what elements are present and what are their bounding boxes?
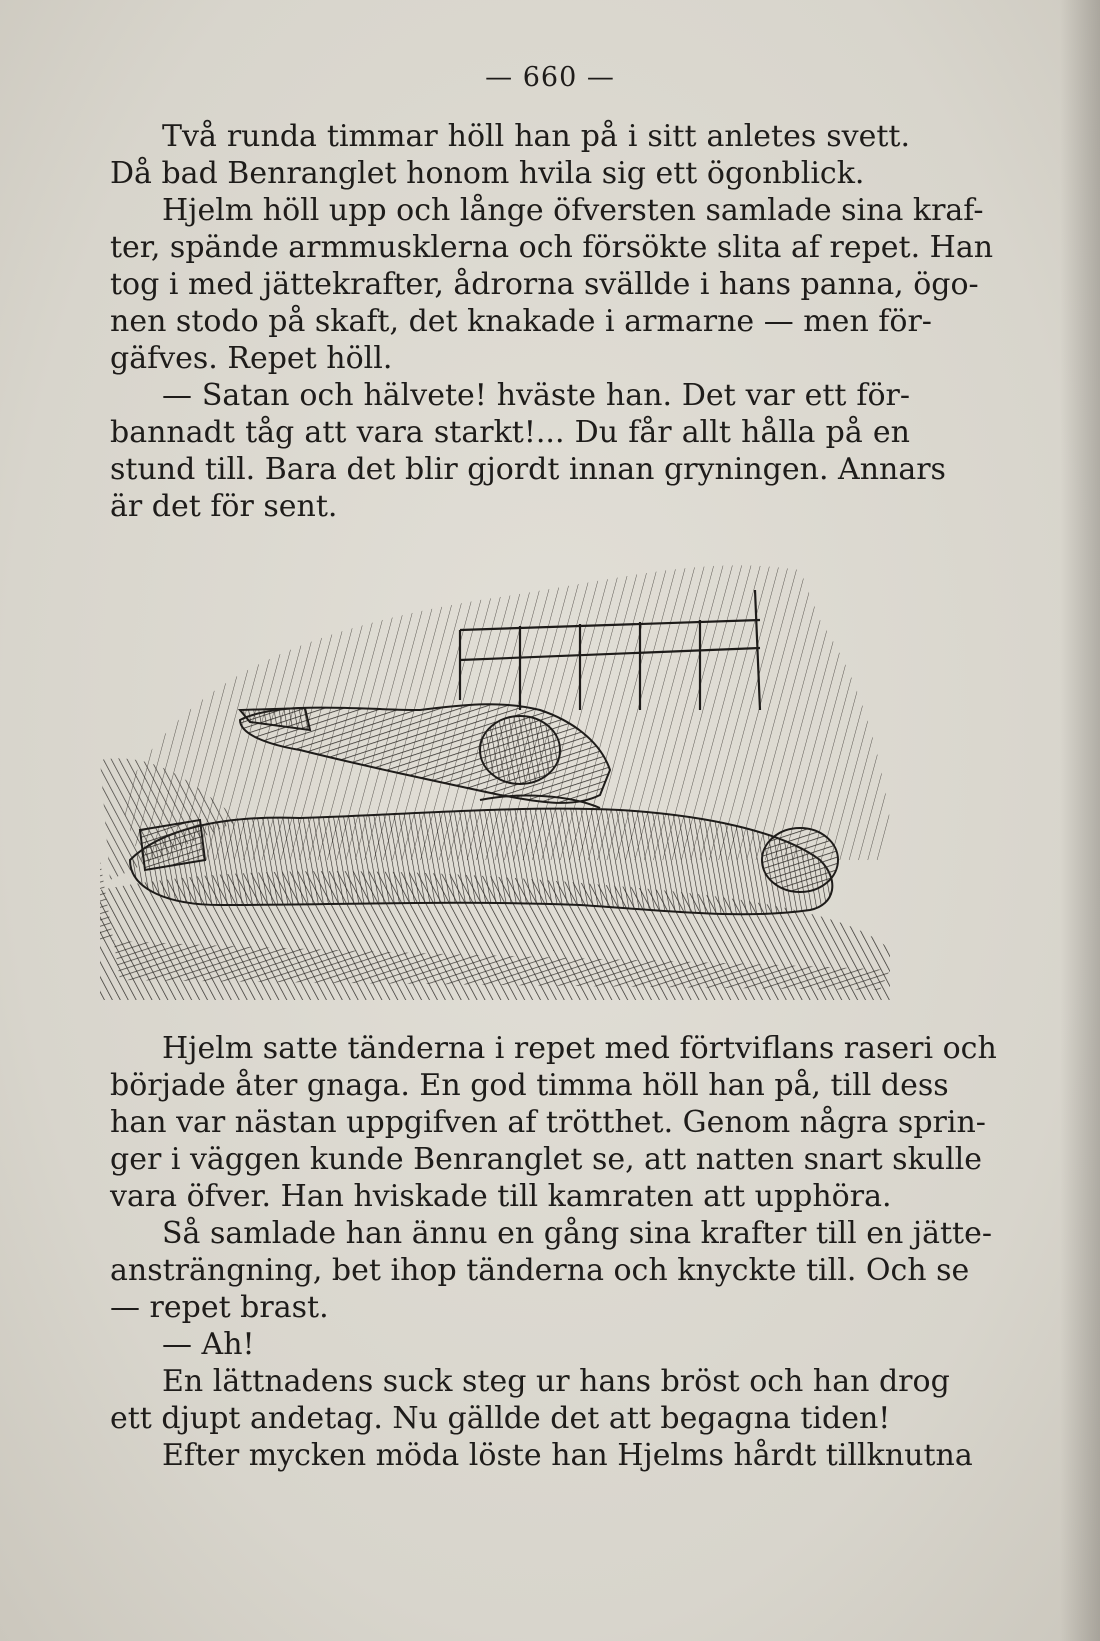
paragraph xyxy=(110,1030,997,1215)
text-line: bannadt tåg att vara starkt!... Du får allt hålla på en xyxy=(110,415,910,450)
text-line: ansträngning, bet ihop tänderna och knyckte till. Och se xyxy=(110,1253,970,1288)
text-line: ter, spände armmusklerna och försökte slita af repet. Han xyxy=(110,230,994,265)
text-line: nen stodo på skaft, det knakade i armarne — men för- xyxy=(110,304,932,339)
paragraph xyxy=(110,1215,992,1326)
text-line: började åter gnaga. En god timma höll han på, till dess xyxy=(110,1068,949,1103)
text-line: är det för sent. xyxy=(110,489,338,524)
text-line: — Ah! xyxy=(162,1327,255,1362)
text-line: vara öfver. Han hviskade till kamraten att upphöra. xyxy=(110,1179,892,1214)
illustration-two-men-bound xyxy=(100,560,930,1000)
text-line: Efter mycken möda löste han Hjelms hårdt tillknutna xyxy=(162,1438,973,1473)
text-line: — repet brast. xyxy=(110,1290,329,1325)
text-line: — Satan och hälvete! hväste han. Det var ett för- xyxy=(162,378,910,413)
text-line: Så samlade han ännu en gång sina krafter till en jätte- xyxy=(162,1216,992,1251)
text-line: Då bad Benranglet honom hvila sig ett ögonblick. xyxy=(110,156,865,191)
paragraph xyxy=(110,377,946,525)
paragraph xyxy=(110,1437,973,1474)
text-line: Hjelm satte tänderna i repet med förtviflans raseri och xyxy=(162,1031,997,1066)
text-line: ett djupt andetag. Nu gällde det att begagna tiden! xyxy=(110,1401,891,1436)
bottom-text-block xyxy=(110,1030,997,1474)
paragraph xyxy=(110,118,910,192)
top-text-block xyxy=(110,118,994,525)
text-line: En lättnadens suck steg ur hans bröst och han drog xyxy=(162,1364,950,1399)
text-line: stund till. Bara det blir gjordt innan gryningen. Annars xyxy=(110,452,946,487)
page-number: — 660 — xyxy=(485,62,615,93)
text-line: Hjelm höll upp och långe öfversten samlade sina kraf- xyxy=(162,193,984,228)
text-line: tog i med jättekrafter, ådrorna svällde i hans panna, ögo- xyxy=(110,267,979,302)
text-line: ger i väggen kunde Benranglet se, att natten snart skulle xyxy=(110,1142,983,1177)
paragraph xyxy=(110,192,994,377)
text-line: han var nästan uppgifven af trötthet. Genom några sprin- xyxy=(110,1105,986,1140)
text-line: Två runda timmar höll han på i sitt anletes svett. xyxy=(162,119,910,154)
text-line: gäfves. Repet höll. xyxy=(110,341,393,376)
paragraph xyxy=(110,1326,910,1363)
paragraph xyxy=(110,1363,950,1437)
page-edge-shadow xyxy=(1060,0,1100,1641)
